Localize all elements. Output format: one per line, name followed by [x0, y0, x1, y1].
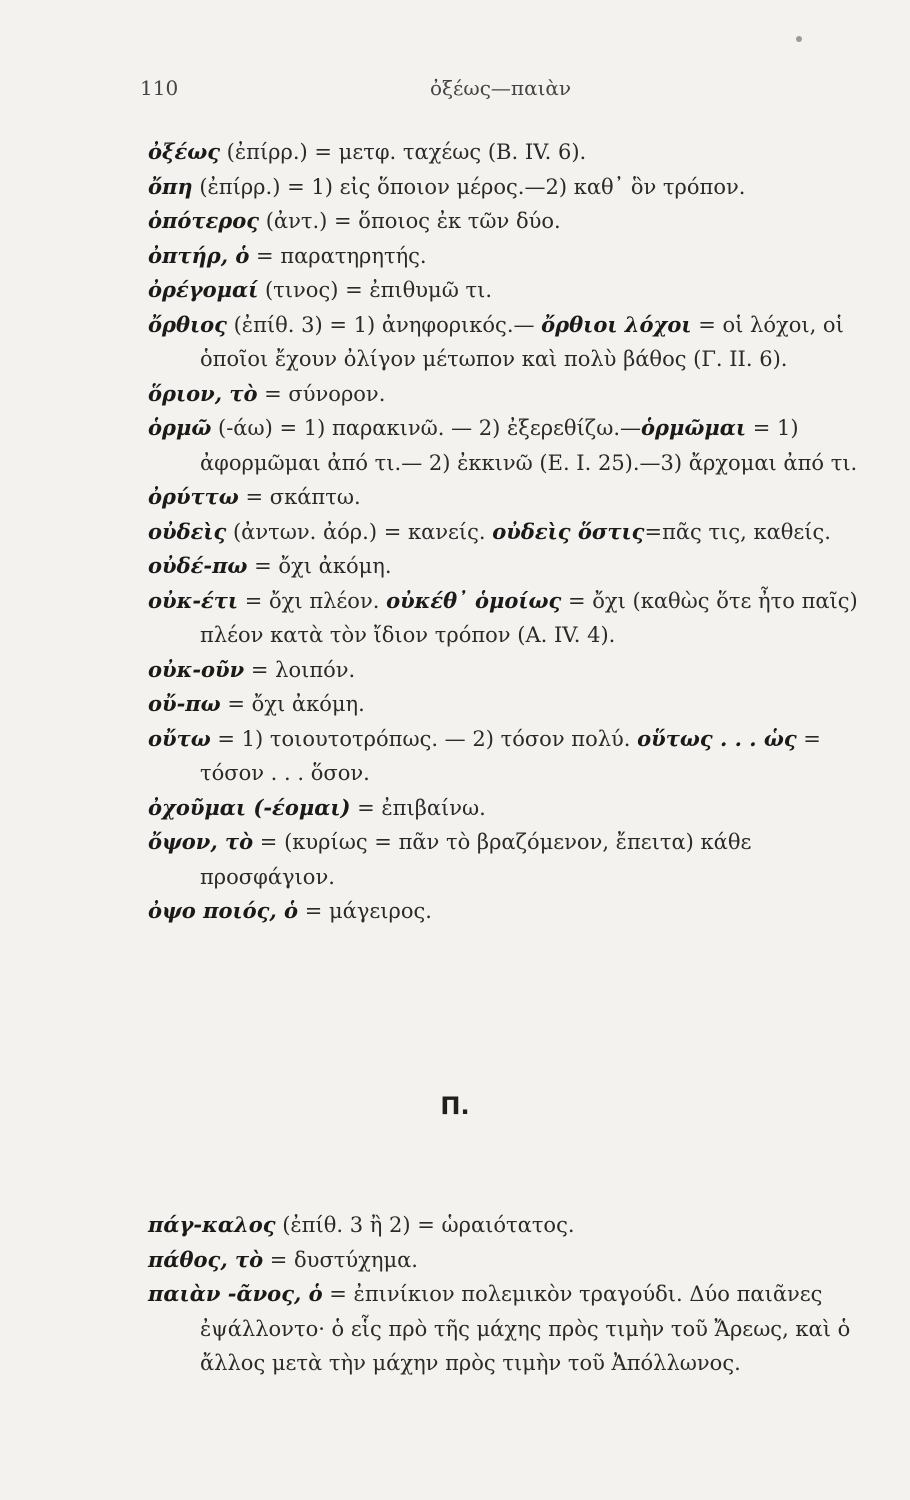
headword: οὐκ-έτι: [148, 587, 239, 613]
headword: οὔτω: [148, 725, 211, 751]
headword: ὄρθιος: [148, 311, 227, 337]
dictionary-entry: [148, 170, 888, 205]
headword: ὀρέγομαί: [148, 277, 259, 302]
definition-text: = σύνορον.: [257, 381, 386, 406]
subentry-headword: οὐκέθ᾽ ὁμοίως: [386, 587, 562, 613]
definition-text: = οἱ λόχοι, οἱ ὁποῖοι ἔχουν ὀλίγον μέτωπον καὶ πολὺ βάθος (Γ. II. 6).: [200, 312, 844, 371]
definition-text: = ὄχι πλέον.: [238, 588, 387, 613]
headword: πάγ-καλος: [148, 1212, 276, 1237]
definition-text: = 1) ἀφορμῶμαι ἀπό τι.— 2) ἐκκινῶ (Ε. I. 25).—3) ἄρχομαι ἀπό τι.: [200, 416, 858, 475]
definition-text: = 1) τοιουτοτρόπως. — 2) τόσον πολύ.: [210, 726, 638, 751]
headword: πάθος, τὸ: [148, 1246, 264, 1272]
headword: οὐδεὶς: [148, 518, 227, 544]
dictionary-entry: [148, 894, 888, 929]
definition-text: = ἐπιβαίνω.: [350, 795, 486, 820]
dictionary-entry: [148, 1208, 888, 1243]
definition-text: = ὄχι ἀκόμη.: [220, 692, 365, 716]
dictionary-entry: [148, 825, 888, 894]
dictionary-entry: [148, 1277, 888, 1381]
dictionary-entry: [148, 791, 888, 826]
subentry-headword: οὕτως . . . ὡς: [637, 725, 797, 751]
dictionary-entry: [148, 722, 888, 791]
page-header: [140, 76, 840, 106]
headword: οὐκ-οῦν: [148, 656, 245, 682]
dictionary-entry: [148, 549, 888, 584]
definition-text: (ἀντων. ἀόρ.) = κανείς.: [226, 519, 493, 544]
dictionary-entry: [148, 515, 888, 550]
definition-text: = παρατηρητής.: [249, 243, 427, 268]
entry-list-pi: [148, 1208, 888, 1381]
entry-list-omicron: [148, 135, 888, 929]
definition-text: = τόσον . . . ὅσον.: [200, 726, 821, 785]
subentry-headword: οὐδεὶς ὅστις: [492, 518, 645, 544]
dictionary-entry: [148, 135, 888, 170]
headword: οὐδέ-πω: [148, 553, 248, 578]
dictionary-entry: [148, 377, 888, 412]
definition-text: = ἐπινίκιον πολεμικὸν τραγούδι. Δύο παιᾶνες ἐψάλλοντο· ὁ εἷς πρὸ τῆς μάχης πρὸς τιμὴν τοῦ Ἄρεως, καὶ ὁ ἄλλος μετὰ τὴν μάχην πρὸς τιμὴν τοῦ Ἀπόλλωνος.: [200, 1282, 851, 1375]
headword: παιὰν -ᾶνος, ὁ: [148, 1281, 323, 1306]
definition-text: (-άω) = 1) παρακινῶ. — 2) ἐξερεθίζω.—: [211, 416, 641, 440]
definition-text: = μάγειρος.: [298, 899, 432, 923]
headword: ὄψον, τὸ: [148, 829, 254, 854]
headword: ὀπτήρ, ὁ: [148, 242, 250, 268]
definition-text: = (κυρίως = πᾶν τὸ βραζόμενον, ἔπειτα) κάθε προσφάγιον.: [200, 830, 752, 889]
definition-text: = ὄχι (καθὼς ὅτε ἦτο παῖς) πλέον κατὰ τὸν ἴδιον τρόπον (Α. IV. 4).: [200, 588, 858, 647]
headword: ὀψο ποιός, ὁ: [148, 898, 299, 923]
page-speck: [796, 36, 802, 42]
headword: ὄπη: [148, 173, 193, 199]
dictionary-entry: [148, 411, 888, 480]
headword: ὀξέως: [148, 139, 220, 164]
definition-text: = σκάπτω.: [238, 485, 361, 509]
headword: ὅριον, τὸ: [148, 380, 258, 406]
dictionary-entry: [148, 1243, 888, 1278]
definition-text: (ἐπίρρ.) = 1) εἰς ὅποιον μέρος.—2) καθ᾽ ὃν τρόπον.: [192, 174, 746, 199]
dictionary-entry: [148, 308, 888, 377]
dictionary-entry: [148, 653, 888, 688]
definition-text: (ἐπίθ. 3 ἢ 2) = ὡραιότατος.: [275, 1213, 575, 1237]
definition-text: = ὄχι ἀκόμη.: [247, 554, 392, 578]
subentry-headword: ὄρθιοι λόχοι: [541, 311, 692, 337]
headword: ὀχοῦμαι (-έομαι): [148, 794, 351, 820]
dictionary-entry: [148, 584, 888, 653]
headword: ὀρύττω: [148, 484, 239, 509]
definition-text: = λοιπόν.: [244, 657, 356, 682]
running-head: ὀξέως—παιὰν: [430, 76, 572, 100]
dictionary-entry: [148, 273, 888, 308]
section-letter: Π.: [440, 1092, 470, 1120]
headword: ὁρμῶ: [148, 415, 212, 440]
definition-text: =πᾶς τις, καθείς.: [644, 519, 831, 544]
definition-text: (ἀντ.) = ὅποιος ἐκ τῶν δύο.: [259, 209, 561, 233]
definition-text: (ἐπίθ. 3) = 1) ἀνηφορικός.—: [226, 312, 542, 337]
definition-text: (τινος) = ἐπιθυμῶ τι.: [258, 278, 493, 302]
headword: οὔ-πω: [148, 691, 221, 716]
dictionary-entry: [148, 239, 888, 274]
dictionary-entry: [148, 687, 888, 722]
dictionary-entry: [148, 204, 888, 239]
subentry-headword: ὁρμῶμαι: [641, 415, 747, 440]
definition-text: (ἐπίρρ.) = μετφ. ταχέως (Β. IV. 6).: [220, 140, 587, 164]
definition-text: = δυστύχημα.: [263, 1247, 418, 1272]
page-number: 110: [140, 76, 179, 100]
headword: ὁπότερος: [148, 208, 260, 233]
dictionary-entry: [148, 480, 888, 515]
